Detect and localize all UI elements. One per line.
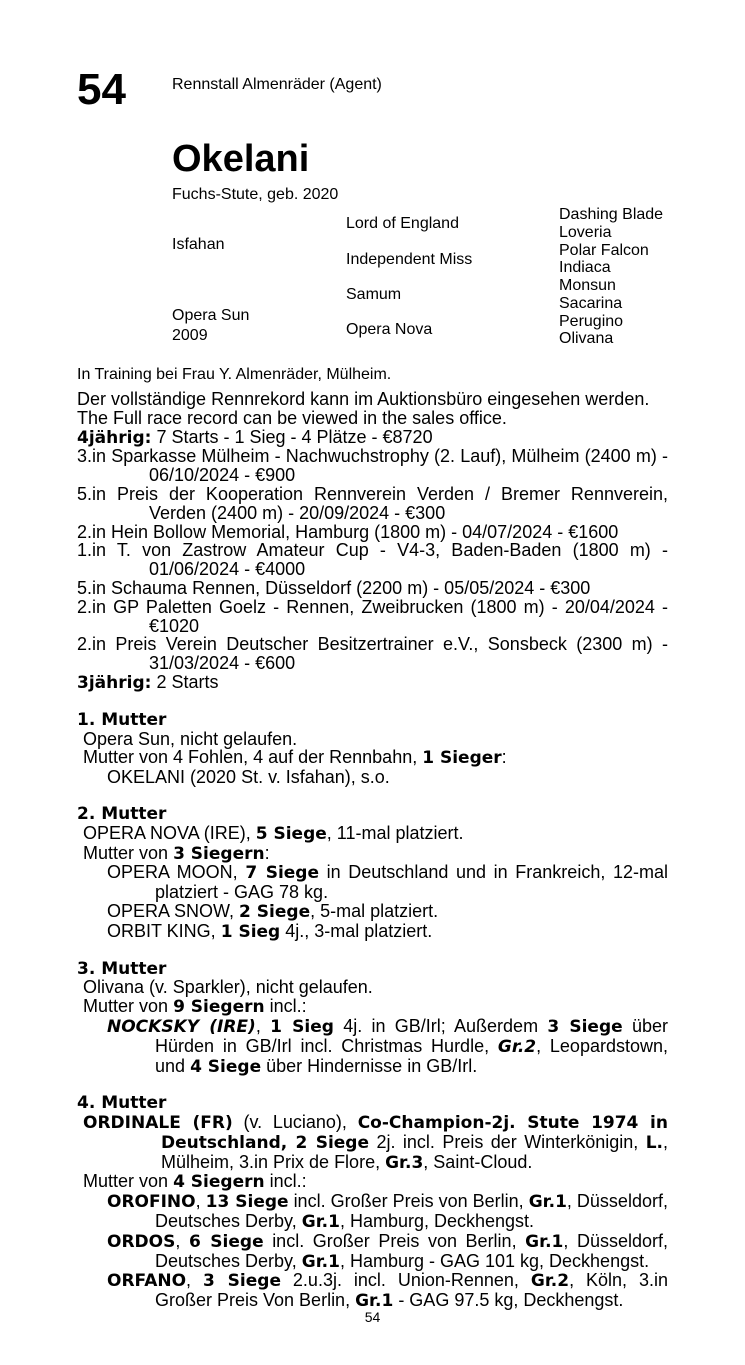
pedigree-gg-5: Monsun [559,277,616,294]
dam1-produce: Mutter von 4 Fohlen, 4 auf der Rennbahn, 1 Sieger: [83,747,507,769]
dam1-heading: 1. Mutter [77,709,167,730]
record-note-de: Der vollständige Rennrekord kann im Auktionsbüro eingesehen werden. [77,389,650,409]
lot-number: 54 [77,65,126,114]
age3-summary: 3jährig: 2 Starts [77,671,219,693]
race-entry: 2.in Hein Bollow Memorial, Hamburg (1800 m) - 04/07/2024 - €1600 [77,521,619,542]
pedigree-gg-8: Olivana [559,330,614,347]
pedigree-sire-dam: Independent Miss [346,251,473,268]
pedigree-sire: Isfahan [172,236,225,253]
record-note-en: The Full race record can be viewed in the sales office. [77,407,507,428]
dam2-line: OPERA NOVA (IRE), 5 Siege, 11-mal platziert. [83,822,464,844]
dam1-offspring: OKELANI (2020 St. v. Isfahan), s.o. [107,767,390,788]
pedigree-sire-sire: Lord of England [346,215,459,232]
dam3-produce: Mutter von 9 Siegern incl.: [83,996,307,1018]
dam3-offspring: NOCKSKY (IRE), 1 Sieg 4j. in GB/Irl; Außerdem 3 Siege über Hürden in GB/Irl incl. Christmas Hurdle, Gr.2, Leopardstown, und 4 Siege über Hindernisse in GB/Irl. [107,1015,668,1077]
dam2-produce: Mutter von 3 Siegern: [83,842,270,864]
race-entry: 2.in GP Paletten Goelz - Rennen, Zweibrucken (1800 m) - 20/04/2024 - €1020 [77,596,668,636]
dam2-offspring: ORBIT KING, 1 Sieg 4j., 3-mal platziert. [107,920,433,942]
race-entry: 5.in Schauma Rennen, Düsseldorf (2200 m) - 05/05/2024 - €300 [77,577,591,598]
dam4-line: ORDINALE (FR) (v. Luciano), Co-Champion-2j. Stute 1974 in Deutschland, 2 Siege 2j. incl. Preis der Winterkönigin, L., Mülheim, 3.in Prix de Flore, Gr.3, Saint-Cloud. [83,1112,668,1173]
dam4-produce: Mutter von 4 Siegern incl.: [83,1171,307,1193]
dam4-heading: 4. Mutter [77,1093,167,1114]
race-entry: 1.in T. von Zastrow Amateur Cup - V4-3, Baden-Baden (1800 m) - 01/06/2024 - €4000 [77,540,668,580]
consignor: Rennstall Almenräder (Agent) [172,76,382,93]
race-entry: 2.in Preis Verein Deutscher Besitzertrainer e.V., Sonsbeck (2300 m) - 31/03/2024 - €600 [77,634,668,674]
page-number: 54 [364,1309,381,1325]
dam2-offspring: OPERA MOON, 7 Siege in Deutschland und in Frankreich, 12-mal platziert - GAG 78 kg. [107,862,668,903]
dam3-line: Olivana (v. Sparkler), nicht gelaufen. [83,977,373,998]
pedigree-dam-year: 2009 [172,327,208,344]
age4-summary: 4jährig: 7 Starts - 1 Sieg - 4 Plätze - €8720 [77,426,433,448]
dam1-line: Opera Sun, nicht gelaufen. [83,728,298,749]
pedigree-gg-3: Polar Falcon [559,242,649,259]
pedigree-gg-6: Sacarina [559,295,623,312]
pedigree-gg-4: Indiaca [559,259,611,276]
pedigree-dam-dam: Opera Nova [346,321,433,338]
race-record [77,390,668,1311]
race-entry: 5.in Preis der Kooperation Rennverein Verden / Bremer Rennverein, Verden (2400 m) - 20/09/2024 - €300 [77,483,668,523]
dam4-offspring: ORFANO, 3 Siege 2.u.3j. incl. Union-Rennen, Gr.2, Köln, 3.in Großer Preis Von Berlin, Gr.1 - GAG 97.5 kg, Deckhengst. [107,1270,668,1312]
pedigree-dam: Opera Sun [172,307,250,324]
horse-description: Fuchs-Stute, geb. 2020 [172,186,339,203]
dam2-heading: 2. Mutter [77,803,167,824]
horse-name: Okelani [172,138,310,180]
pedigree-gg-7: Perugino [559,313,624,330]
dam4-offspring: OROFINO, 13 Siege incl. Großer Preis von Berlin, Gr.1, Düsseldorf, Deutsches Derby, Gr.1, Hamburg, Deckhengst. [107,1191,668,1233]
dam3-heading: 3. Mutter [77,958,167,979]
pedigree-gg-2: Loveria [559,224,612,241]
pedigree-gg-1: Dashing Blade [559,206,664,223]
dam4-offspring: ORDOS, 6 Siege incl. Großer Preis von Berlin, Gr.1, Düsseldorf, Deutsches Derby, Gr.1, Hamburg - GAG 101 kg, Deckhengst. [107,1230,668,1272]
training-note: In Training bei Frau Y. Almenräder, Mülheim. [77,366,392,383]
dam2-offspring: OPERA SNOW, 2 Siege, 5-mal platziert. [107,900,439,922]
race-entry: 3.in Sparkasse Mülheim - Nachwuchstrophy (2. Lauf), Mülheim (2400 m) - 06/10/2024 - €900 [77,446,668,486]
pedigree-dam-sire: Samum [346,286,402,303]
